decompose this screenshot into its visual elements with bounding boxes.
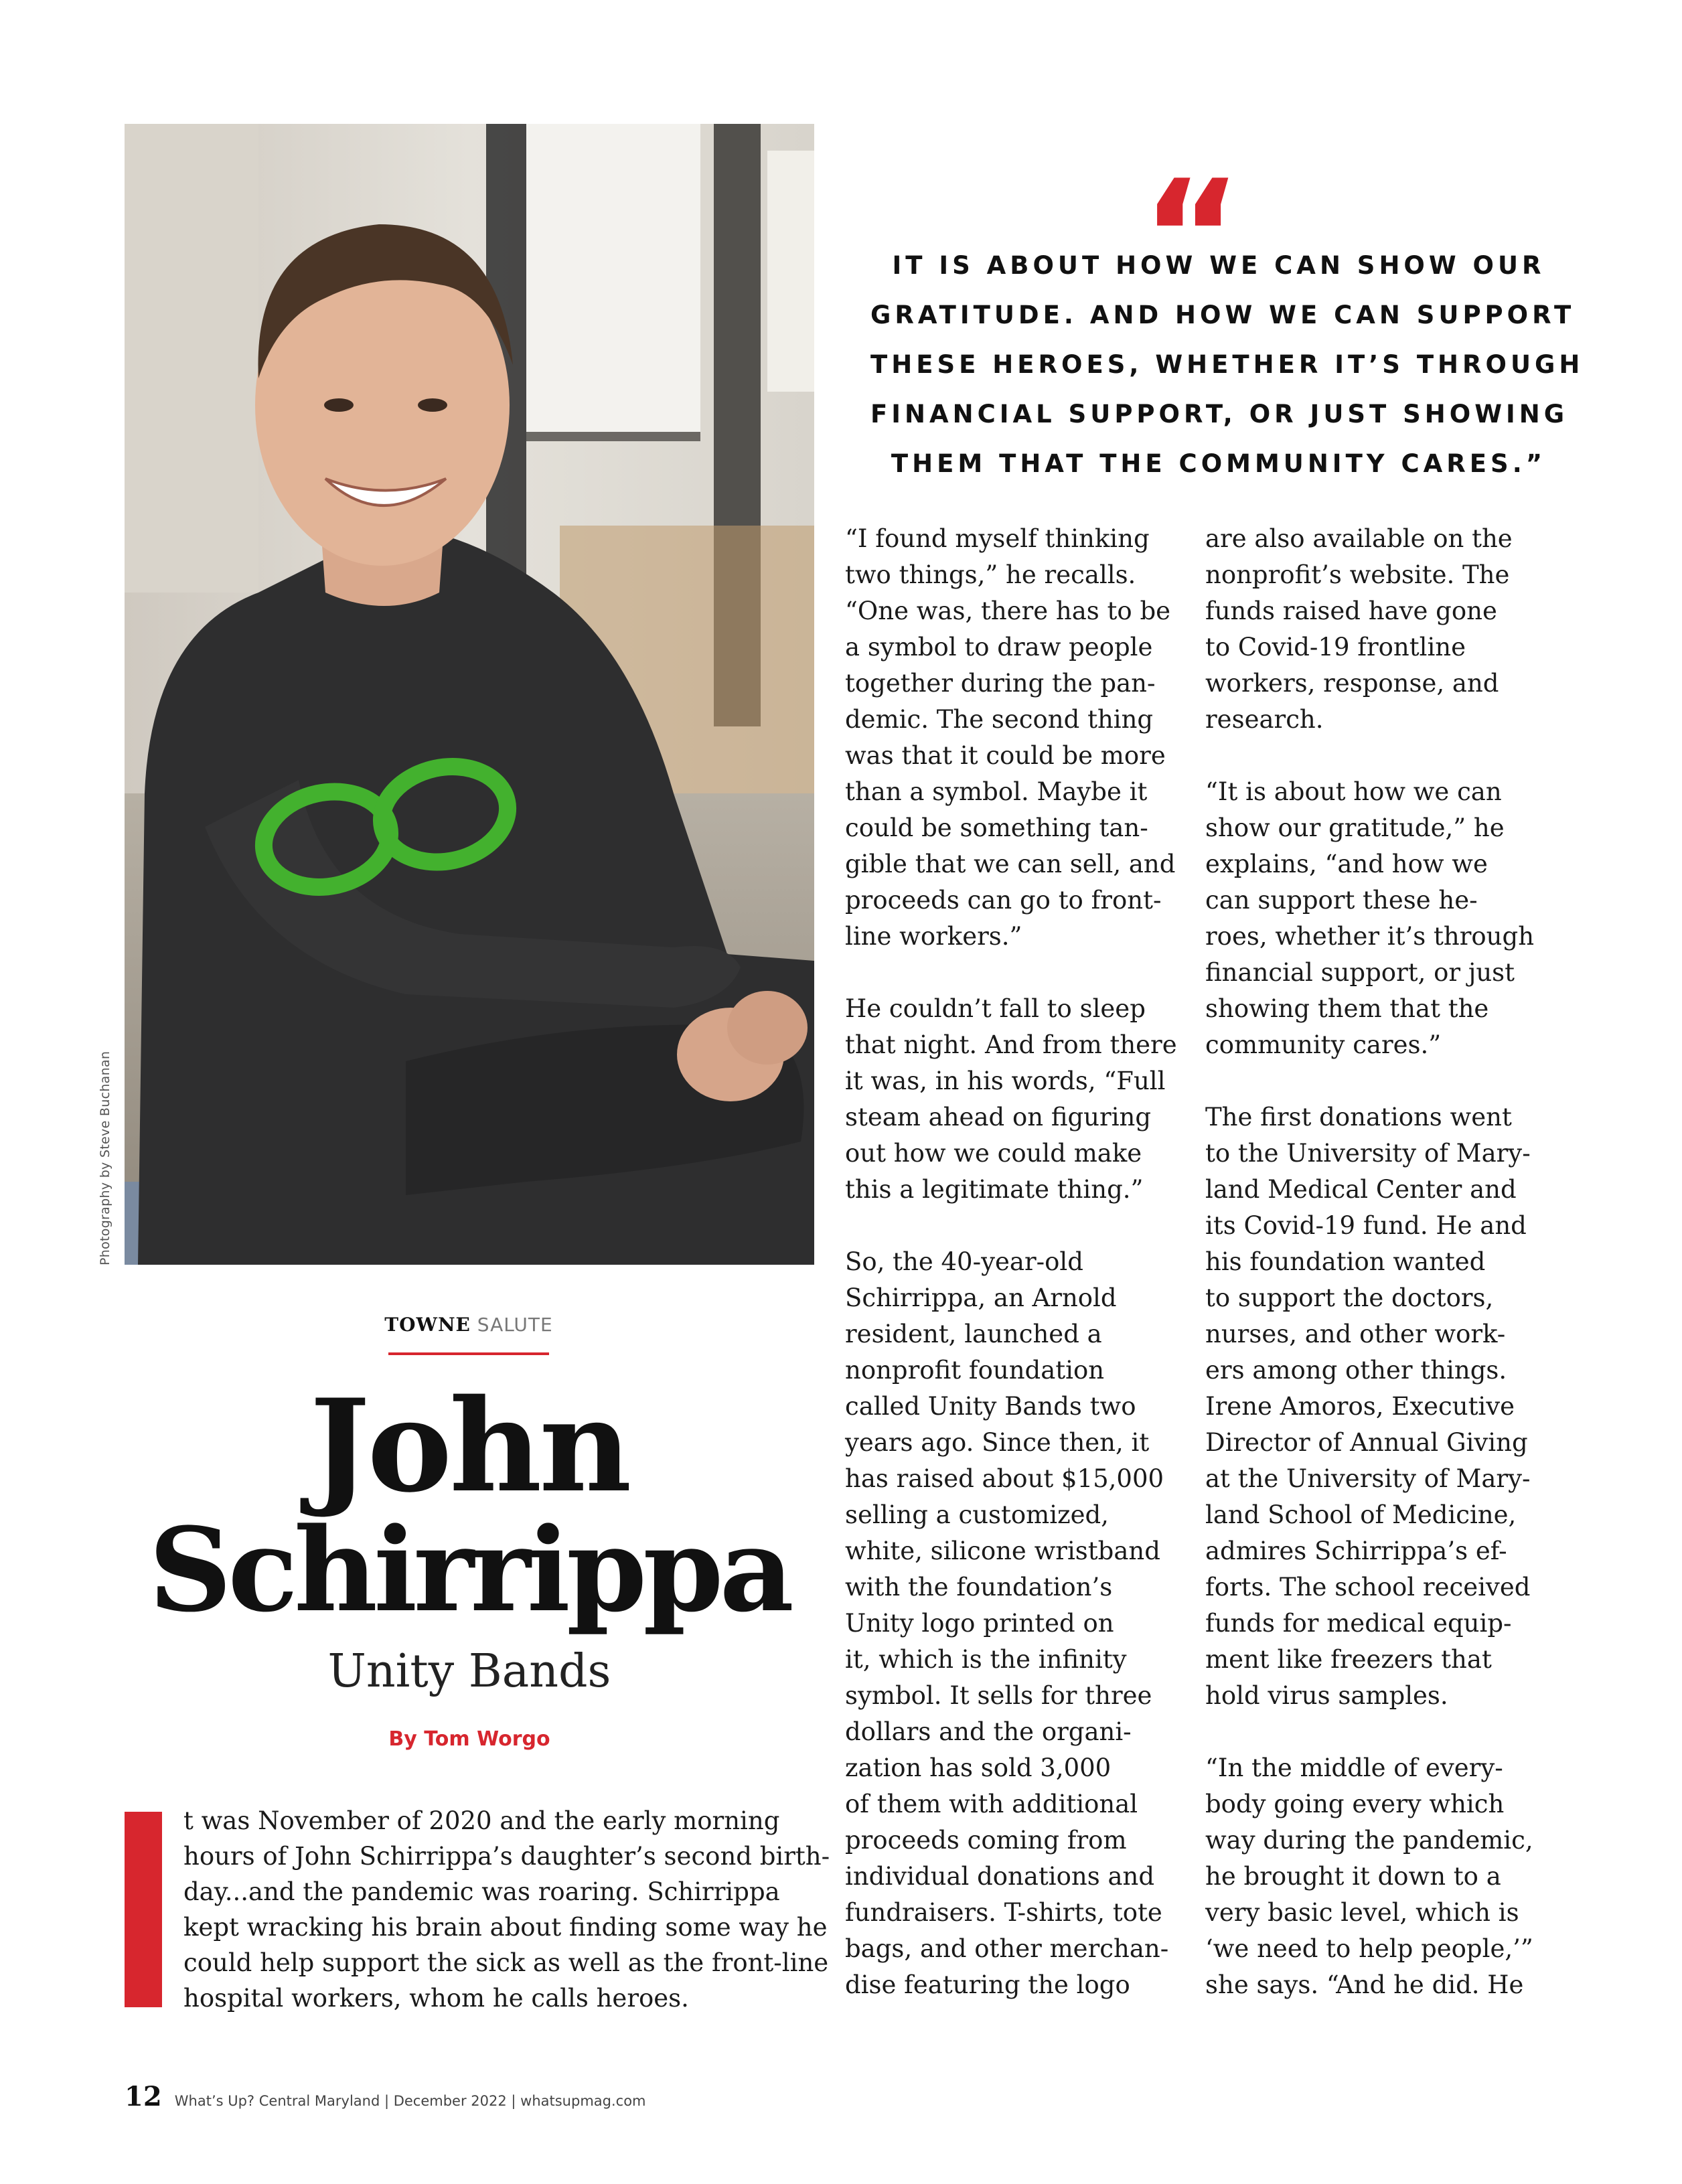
article-line: to Covid-19 frontline [1205, 633, 1466, 661]
article-line: individual donations and [845, 1862, 1155, 1891]
article-line: way during the pandemic, [1205, 1826, 1533, 1855]
intro-line: t was November of 2020 and the early morning [183, 1806, 780, 1835]
footer-text: What’s Up? Central Maryland | December 2022 | whatsupmag.com [174, 2093, 646, 2109]
article-line: could be something tan- [845, 813, 1148, 842]
article-line: a symbol to draw people [845, 633, 1153, 661]
article-line: white, silicone wristband [845, 1537, 1160, 1565]
article-line: at the University of Mary- [1205, 1464, 1531, 1493]
headline-last-name: Schirrippa [149, 1502, 790, 1638]
page-footer [125, 2081, 1129, 2112]
article-line: nonprofit foundation [845, 1356, 1105, 1385]
article-line: dise featuring the logo [845, 1970, 1130, 1999]
article-line: funds raised have gone [1205, 597, 1497, 625]
pull-quote-line: THESE HEROES, WHETHER IT’S THROUGH [870, 350, 1584, 379]
article-line: Irene Amoros, Executive [1205, 1392, 1515, 1421]
headline-first-name: John [309, 1371, 629, 1520]
article-line: roes, whether it’s through [1205, 922, 1535, 951]
article-line: ers among other things. [1205, 1356, 1507, 1385]
article-column-1 [845, 521, 1200, 2003]
article-line: So, the 40-year-old [845, 1247, 1083, 1276]
intro-paragraph [183, 1803, 830, 2016]
article-line: resident, launched a [845, 1320, 1102, 1348]
quote-mark-icon: “ [1141, 148, 1243, 327]
article-line: showing them that the [1205, 994, 1489, 1023]
article-line: body going every which [1205, 1790, 1505, 1818]
article-line: called Unity Bands two [845, 1392, 1136, 1421]
article-line: are also available on the [1205, 524, 1513, 553]
article-line: this a legitimate thing.” [845, 1175, 1144, 1204]
intro-line: hospital workers, whom he calls heroes. [183, 1984, 689, 2013]
article-line: has raised about $15,000 [845, 1464, 1164, 1493]
section-label-bold: TOWNE [384, 1314, 471, 1336]
article-line: community cares.” [1205, 1030, 1442, 1059]
article-line: research. [1205, 705, 1324, 734]
article-line: selling a customized, [845, 1500, 1109, 1529]
article-line: she says. “And he did. He [1205, 1970, 1524, 1999]
article-line: explains, “and how we [1205, 850, 1488, 878]
article-line: hold virus samples. [1205, 1681, 1448, 1710]
article-line: two things,” he recalls. [845, 560, 1136, 589]
article-line: proceeds coming from [845, 1826, 1127, 1855]
article-line: land Medical Center and [1205, 1175, 1517, 1204]
article-line: that night. And from there [845, 1030, 1177, 1059]
section-label [268, 1314, 670, 1336]
article-line: Schirrippa, an Arnold [845, 1283, 1117, 1312]
article-line: financial support, or just [1205, 958, 1515, 987]
drop-cap-bar [125, 1812, 162, 2007]
paragraph-gap [1205, 1063, 1560, 1099]
article-line: forts. The school received [1205, 1573, 1531, 1602]
article-line: demic. The second thing [845, 705, 1154, 734]
article-line: Director of Annual Giving [1205, 1428, 1528, 1457]
intro-line: could help support the sick as well as the front-line [183, 1948, 829, 1977]
article-line: of them with additional [845, 1790, 1138, 1818]
article-line: out how we could make [845, 1139, 1142, 1168]
section-divider [388, 1352, 549, 1355]
headline-subtitle: Unity Bands [327, 1645, 611, 1698]
article-line: than a symbol. Maybe it [845, 777, 1148, 806]
article-line: it was, in his words, “Full [845, 1067, 1166, 1095]
article-line: was that it could be more [845, 741, 1166, 770]
article-line: symbol. It sells for three [845, 1681, 1152, 1710]
article-line: very basic level, which is [1205, 1898, 1519, 1927]
article-line: “I found myself thinking [845, 524, 1150, 553]
article-line: his foundation wanted [1205, 1247, 1486, 1276]
article-line: admires Schirrippa’s ef- [1205, 1537, 1507, 1565]
article-line: nonprofit’s website. The [1205, 560, 1510, 589]
article-line: workers, response, and [1205, 669, 1499, 698]
article-line: fundraisers. T-shirts, tote [845, 1898, 1162, 1927]
pull-quote [870, 241, 1584, 489]
article-line: dollars and the organi- [845, 1717, 1132, 1746]
article-line: he brought it down to a [1205, 1862, 1501, 1891]
intro-line: day...and the pandemic was roaring. Schirrippa [183, 1877, 780, 1906]
article-line: ment like freezers that [1205, 1645, 1492, 1674]
portrait-photo [125, 124, 814, 1265]
section-label-light: SALUTE [477, 1314, 553, 1336]
byline: By Tom Worgo [388, 1727, 550, 1751]
paragraph-gap [1205, 1714, 1560, 1750]
article-line: proceeds can go to front- [845, 886, 1162, 915]
paragraph-gap [1205, 738, 1560, 774]
article-line: gible that we can sell, and [845, 850, 1176, 878]
article-line: nurses, and other work- [1205, 1320, 1506, 1348]
paragraph-gap [845, 955, 1200, 991]
article-line: its Covid-19 fund. He and [1205, 1211, 1527, 1240]
paragraph-gap [845, 1208, 1200, 1244]
article-line: funds for medical equip- [1205, 1609, 1512, 1638]
pull-quote-line: THEM THAT THE COMMUNITY CARES.” [891, 449, 1547, 478]
article-line: The first donations went [1205, 1103, 1512, 1132]
article-line: to the University of Mary- [1205, 1139, 1531, 1168]
article-line: “It is about how we can [1205, 777, 1502, 806]
intro-line: hours of John Schirrippa’s daughter’s second birth- [183, 1842, 830, 1871]
photo-credit: Photography by Steve Buchanan [98, 1050, 112, 1265]
article-column-2 [1205, 521, 1560, 2003]
pull-quote-line: FINANCIAL SUPPORT, OR JUST SHOWING [870, 400, 1569, 428]
article-line: “In the middle of every- [1205, 1753, 1503, 1782]
pull-quote-line: GRATITUDE. AND HOW WE CAN SUPPORT [870, 301, 1576, 329]
article-line: He couldn’t fall to sleep [845, 994, 1146, 1023]
article-line: line workers.” [845, 922, 1022, 951]
article-line: years ago. Since then, it [845, 1428, 1150, 1457]
article-line: zation has sold 3,000 [845, 1753, 1112, 1782]
article-line: show our gratitude,” he [1205, 813, 1505, 842]
article-line: can support these he- [1205, 886, 1478, 915]
article-line: it, which is the infinity [845, 1645, 1127, 1674]
article-line: steam ahead on figuring [845, 1103, 1152, 1132]
page-number: 12 [125, 2081, 162, 2112]
article-line: “One was, there has to be [845, 597, 1171, 625]
article-line: to support the doctors, [1205, 1283, 1494, 1312]
article-line: bags, and other merchan- [845, 1934, 1169, 1963]
pull-quote-line: IT IS ABOUT HOW WE CAN SHOW OUR [892, 251, 1545, 280]
article-line: with the foundation’s [845, 1573, 1113, 1602]
article-line: Unity logo printed on [845, 1609, 1114, 1638]
article-line: land School of Medicine, [1205, 1500, 1517, 1529]
article-line: ‘we need to help people,’” [1205, 1934, 1533, 1963]
intro-line: kept wracking his brain about finding some way he [183, 1913, 828, 1942]
article-line: together during the pan- [845, 669, 1156, 698]
